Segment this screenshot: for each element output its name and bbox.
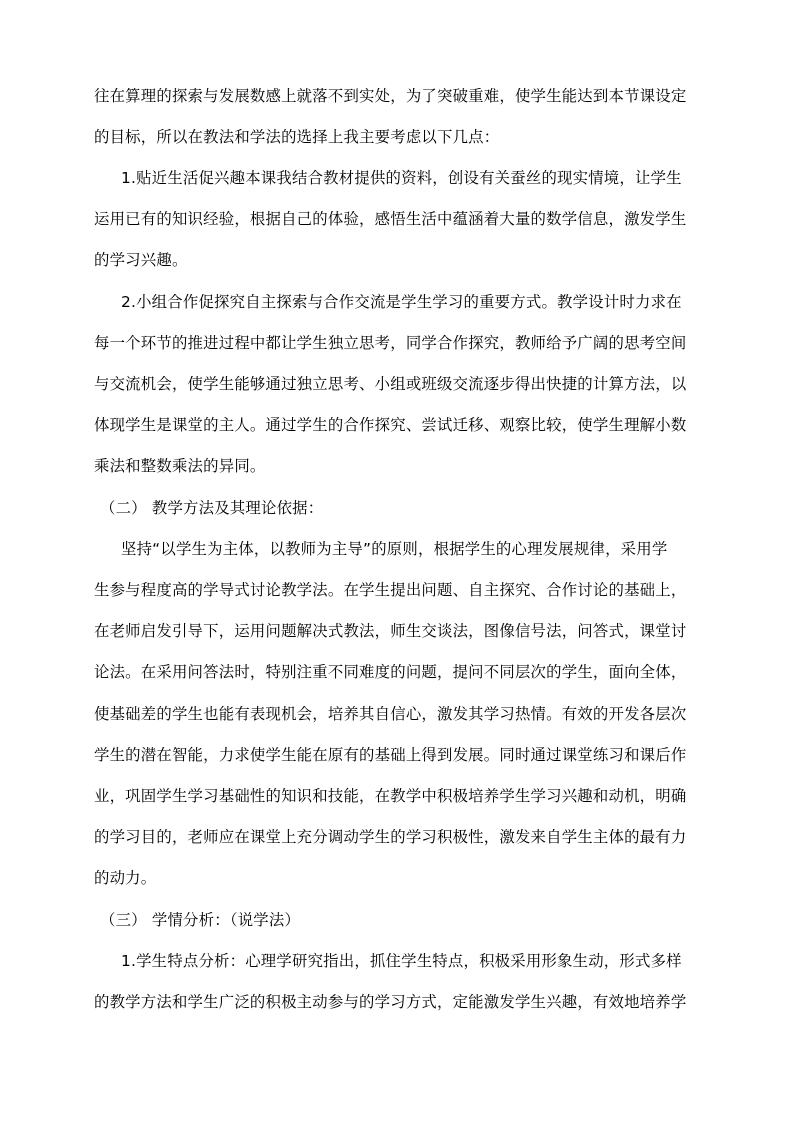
paragraph-line: 学生的潜在智能，力求使学生能在原有的基础上得到发展。同时通过课堂练习和课后作 <box>94 746 687 764</box>
paragraph-line: 2.小组合作促探究自主探索与合作交流是学生学习的重要方式。教学设计时力求在 <box>121 293 682 311</box>
paragraph-line: 1.贴近生活促兴趣本课我结合教材提供的资料，创设有关蚕丝的现实情境，让学生 <box>121 169 682 187</box>
paragraph-line: 的教学方法和学生广泛的积极主动参与的学习方式，定能激发学生兴趣，有效地培养学 <box>94 993 687 1011</box>
paragraph-line: 在老师启发引导下，运用问题解决式教法，师生交谈法，图像信号法，问答式，课堂讨 <box>94 622 687 640</box>
paragraph-line: 生参与程度高的学导式讨论教学法。在学生提出问题、自主探究、合作讨论的基础上， <box>94 581 687 599</box>
paragraph-line: 乘法和整数乘法的异同。 <box>94 457 266 475</box>
paragraph-line: 论法。在采用问答法时，特别注重不同难度的问题，提问不同层次的学生，面向全体， <box>94 663 687 681</box>
section-heading-3: （三） 学情分析：（说学法） <box>100 911 301 929</box>
paragraph-line: 坚持“以学生为主体，以教师为主导”的原则，根据学生的心理发展规律，采用学 <box>121 540 668 558</box>
paragraph-line: 使基础差的学生也能有表现机会，培养其自信心，激发其学习热情。有效的开发各层次 <box>94 705 687 723</box>
paragraph-line: 每一个环节的推进过程中都让学生独立思考，同学合作探究，教师给予广阔的思考空间 <box>94 334 687 352</box>
paragraph-line: 往在算理的探索与发展数感上就落不到实处，为了突破重难，使学生能达到本节课设定 <box>94 87 687 105</box>
paragraph-line: 的学习目的，老师应在课堂上充分调动学生的学习积极性，激发来自学生主体的最有力 <box>94 828 687 846</box>
paragraph-line: 的目标，所以在教法和学法的选择上我主要考虑以下几点： <box>94 128 500 146</box>
paragraph-line: 的动力。 <box>94 869 157 887</box>
paragraph-line: 的学习兴趣。 <box>94 251 188 269</box>
paragraph-line: 体现学生是课堂的主人。通过学生的合作探究、尝试迁移、观察比较，使学生理解小数 <box>94 416 687 434</box>
paragraph-line: 运用已有的知识经验，根据自己的体验，感悟生活中蕴涵着大量的数学信息，激发学生 <box>94 210 687 228</box>
section-heading-2: （二） 教学方法及其理论依据： <box>100 499 324 517</box>
paragraph-line: 1.学生特点分析：心理学研究指出，抓住学生特点，积极采用形象生动，形式多样 <box>121 952 682 970</box>
paragraph-line: 与交流机会，使学生能够通过独立思考、小组或班级交流逐步得出快捷的计算方法，以 <box>94 375 687 393</box>
paragraph-line: 业，巩固学生学习基础性的知识和技能，在教学中积极培养学生学习兴趣和动机，明确 <box>94 787 687 805</box>
